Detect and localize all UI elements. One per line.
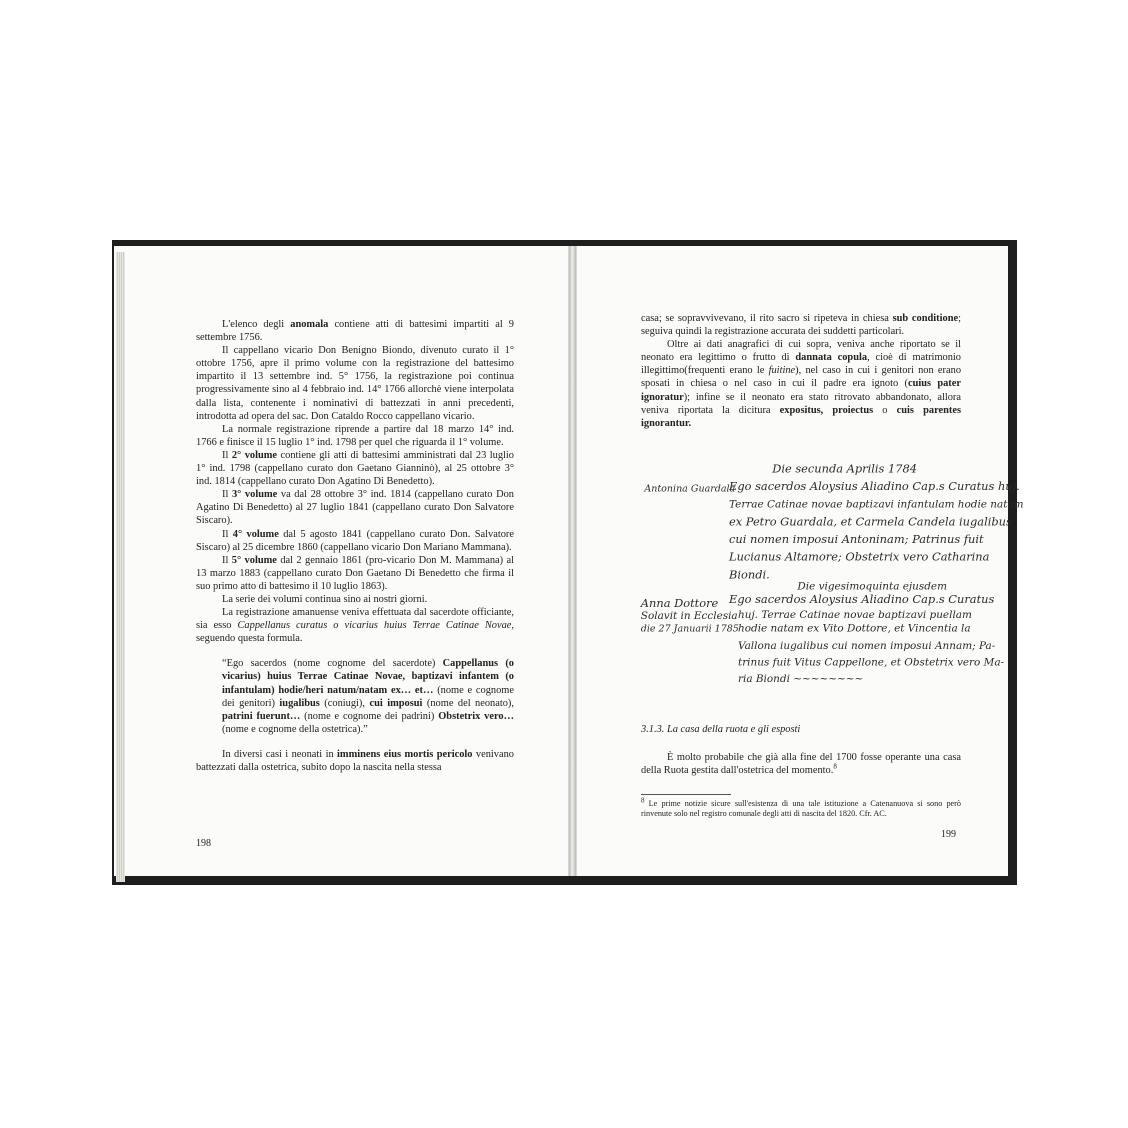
bold-term: Cappellanus (o vicarius) huius Terrae Catinae Novae, baptizavi infantem (o infantulam) hodie/heri natum/natam ex… et…: [222, 658, 514, 696]
paragraph: La normale registrazione riprende a partire dal 18 marzo 14° ind. 1766 e finisce il 15 luglio 1° ind. 1798 per quel che riguarda il 1° volume.: [196, 423, 514, 448]
left-closing-paragraph: In diversi casi i neonati in imminens eius mortis pericolo venivano battezzati dalla ostetrica, subito dopo la nascita nella stessa: [196, 748, 514, 773]
right-page-body: [641, 312, 961, 430]
manuscript-line: huj. Terrae Catinae novae baptizavi puellam: [738, 608, 972, 621]
footnote: [641, 796, 962, 819]
right-page: [576, 246, 1024, 876]
bold-term: dannata copula: [795, 352, 868, 364]
manuscript-line: Die vigesimoquinta ejusdem: [797, 580, 948, 593]
bold-term: 4° volume: [232, 528, 279, 540]
manuscript-line: Lucianus Altamore; Obstetrix vero Catharina: [729, 549, 990, 564]
bold-term: iugalibus: [279, 697, 320, 709]
baptism-formula-quote: “Ego sacerdos (nome cognome del sacerdote) Cappellanus (o vicarius) huius Terrae Catinae Novae, baptizavi infantem (o infantulam) hodie/heri natum/natam ex… et… (nome e cognome dei genitori) iugalibus (coniugi), cui imposui (nome del neonato), patrini fuerunt… (nome e cognome dei padrini) Obstetrix vero… (nome e cognome della ostetrica).”: [222, 658, 514, 735]
bold-term: Obstetrix vero…: [438, 710, 514, 722]
bold-term: cuius pater ignoratur: [641, 378, 961, 403]
paragraph: La serie dei volumi continua sino ai nostri giorni.: [222, 593, 428, 605]
footnote-marker: 8: [641, 796, 645, 805]
bold-term: cuis parentes ignorantur.: [641, 404, 961, 429]
manuscript-line: Solavit in Ecclesia: [640, 610, 738, 623]
page-edges: [116, 252, 125, 882]
manuscript-line: Vallona iugalibus cui nomen imposui Annam; Pa-: [738, 640, 996, 653]
bold-term: patrini fuerunt…: [222, 710, 301, 722]
section-title: 3.1.3. La casa della ruota e gli esposti: [641, 724, 801, 735]
bold-term: 5° volume: [231, 554, 277, 566]
paragraph: Il 3° volume va dal 28 ottobre 3° ind. 1814 (cappellano curato Don Agatino Di Benedetto) al 27 luglio 1841 (cappellano curato Don Salvatore Siscaro).: [196, 489, 514, 527]
section-text: È molto probabile che già alla fine del 1700 fosse operante una casa della Ruota gestita dall'ostetrica del momento.: [641, 752, 961, 777]
manuscript-baptism-record-image: [639, 456, 1024, 706]
manuscript-line: cui nomen imposui Antoninam; Patrinus fuit: [729, 532, 984, 547]
paragraph: Il cappellano vicario Don Benigno Biondo, divenuto curato il 1° ottobre 1756, apre il primo volume con la registrazione del battesimo impartito il 13 settembre ind. 5° 1756, la registrazione poi continua progressivamente sino al 4 febbraio ind. 14° 1766 allorchè viene interpolata dalla lista, contenente i nominativi di battezzati in anni precedenti, introdotta ad opera del sac. Don Cataldo Rocco cappellano vicario.: [196, 345, 514, 422]
paragraph: Il 4° volume dal 5 agosto 1841 (cappellano curato Don. Salvatore Siscaro) al 25 dicembre 1860 (cappellano vicario Don Mariano Mammana).: [196, 528, 514, 553]
bold-term: 3° volume: [231, 489, 278, 501]
manuscript-line: Terrae Catinae novae baptizavi infantulam hodie natam: [729, 498, 1024, 511]
bold-term: cui imposui: [369, 697, 423, 709]
manuscript-line: ria Biondi ~~~~~~~~: [738, 672, 864, 685]
right-paragraphs: [641, 312, 961, 430]
manuscript-line: Antonina Guardala: [644, 483, 736, 495]
bold-term: sub conditione: [892, 313, 959, 324]
italic-term: Cappellanus curatus o vicarius huius Terrae Catinae Novae: [237, 620, 512, 632]
paragraph: La registrazione amanuense veniva effettuata dal sacerdote officiante, sia esso Cappellanus curatus o vicarius huius Terrae Catinae Novae, seguendo questa formula.: [196, 607, 514, 645]
paragraph: Oltre ai dati anagrafici di cui sopra, veniva anche riportato se il neonato era legittimo o frutto di dannata copula, cioè di matrimonio illegittimo(frequenti erano le fuitine), nel caso in cui i genitori non erano sposati in chiesa o nel caso in cui il padre era ignoto (cuius pater ignoratur); infine se il neonato era stato ritrovato abbandonato, allora veniva riportata la dicitura expositus, proiectus o cuis parentes ignorantur.: [641, 339, 962, 429]
page-number-right: 199: [941, 829, 956, 840]
manuscript-line: Anna Dottore: [640, 595, 719, 610]
manuscript-line: Biondi.: [729, 567, 770, 582]
left-paragraphs: [196, 318, 514, 645]
paragraph: Il 2° volume contiene gli atti di battesimi amministrati dal 23 luglio 1° ind. 1798 (cappellano curato don Gaetano Gianninò), al 25 ottobre 3° ind. 1814 (cappellano curato Don Agatino Di Benedetto).: [196, 449, 515, 488]
footnote-ref: 8: [833, 762, 837, 771]
manuscript-line: hodie natam ex Vito Dottore, et Vincentia la: [738, 622, 971, 635]
footnote-rule: [641, 794, 731, 795]
left-page-body: [196, 318, 514, 774]
scanned-book-spread: [112, 240, 1024, 885]
footnote-text: Le prime notizie sicure sull'esistenza di una tale istituzione a Catenanuova si sono però rinvenute solo nel registro comunale degli atti di nascita del 1820. Cfr. AC.: [641, 799, 962, 818]
page-number-left: 198: [196, 838, 211, 849]
paragraph: Il 5° volume dal 2 gennaio 1861 (pro-vicario Don M. Mammana) al 13 marzo 1883 (cappellano curato Don Gaetano Di Benedetto che firma il suo primo atto di battesimo il 10 luglio 1863).: [196, 554, 515, 592]
paragraph: L'elenco degli anomala contiene atti di battesimi impartiti al 9 settembre 1756.: [196, 319, 514, 344]
manuscript-line: Ego sacerdos Aloysius Aliadino Cap.s Curatus huj.: [729, 479, 1020, 493]
section-paragraph: [641, 751, 961, 777]
manuscript-line: ex Petro Guardala, et Carmela Candela iugalibus: [729, 514, 1012, 529]
bold-term: 2° volume: [231, 449, 278, 461]
bold-term: expositus, proiectus: [779, 404, 874, 416]
bold-term: imminens eius mortis pericolo: [337, 748, 473, 760]
manuscript-line: trinus fuit Vitus Cappellone, et Obstetrix vero Ma-: [738, 656, 1005, 669]
left-page: [114, 246, 569, 876]
book-gutter: [569, 246, 576, 876]
manuscript-line: Ego sacerdos Aloysius Aliadino Cap.s Curatus: [729, 591, 995, 606]
italic-term: fuitine: [768, 365, 796, 377]
bold-term: anomala: [290, 319, 329, 330]
paragraph: casa; se sopravvivevano, il rito sacro si ripeteva in chiesa sub conditione; seguiva quindi la registrazione accurata dei suddetti particolari.: [641, 313, 961, 338]
manuscript-line: Die secunda Aprilis 1784: [772, 461, 918, 476]
manuscript-line: die 27 Januarii 1785: [640, 623, 739, 635]
